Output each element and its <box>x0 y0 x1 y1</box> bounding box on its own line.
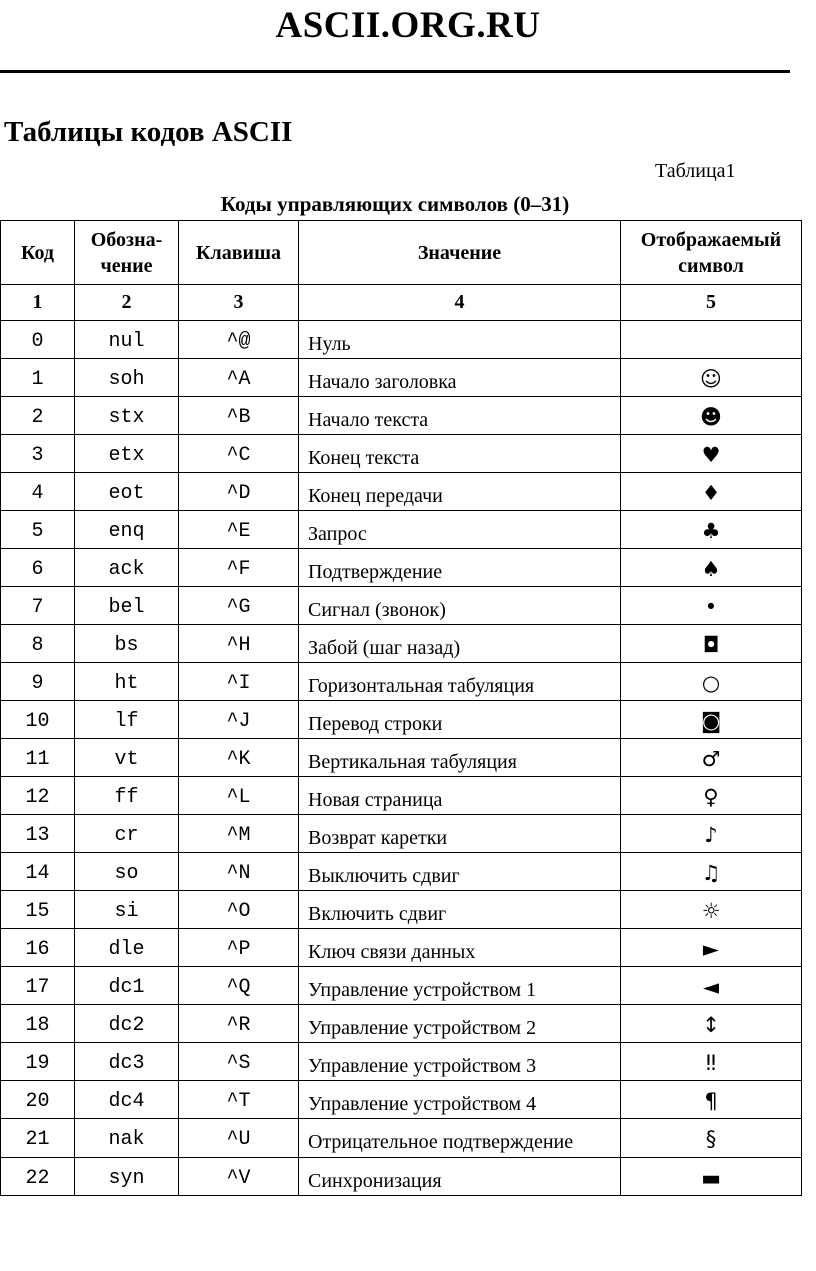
key-cell: ^U <box>179 1119 299 1158</box>
ascii-control-codes-table <box>0 220 802 1196</box>
table-row <box>1 891 802 929</box>
table-row <box>1 435 802 473</box>
code-cell: 1 <box>1 359 75 397</box>
table-row <box>1 663 802 701</box>
column-header-key: Клавиша <box>179 221 299 285</box>
key-cell: ^T <box>179 1081 299 1119</box>
code-cell: 14 <box>1 853 75 891</box>
table-row <box>1 1043 802 1081</box>
column-number: 1 <box>1 285 75 321</box>
column-number: 4 <box>299 285 621 321</box>
key-cell: ^R <box>179 1005 299 1043</box>
displayed-symbol-cell: ◄ <box>621 967 802 1005</box>
code-cell: 10 <box>1 701 75 739</box>
abbreviation-cell: eot <box>75 473 179 511</box>
column-header-meaning: Значение <box>299 221 621 285</box>
table-row <box>1 511 802 549</box>
abbreviation-cell: soh <box>75 359 179 397</box>
table-number: Таблица1 <box>655 160 736 182</box>
displayed-symbol-cell: ♣ <box>621 511 802 549</box>
table-row <box>1 1081 802 1119</box>
code-cell: 11 <box>1 739 75 777</box>
table-row <box>1 739 802 777</box>
column-header-abbreviation: Обозна- чение <box>75 221 179 285</box>
table-row <box>1 777 802 815</box>
code-cell: 22 <box>1 1158 75 1196</box>
meaning-cell: Начало текста <box>299 397 621 435</box>
displayed-symbol-cell: ▬ <box>621 1158 802 1196</box>
key-cell: ^J <box>179 701 299 739</box>
key-cell: ^I <box>179 663 299 701</box>
column-header-displayed-symbol: Отображаемый символ <box>621 221 802 285</box>
code-cell: 7 <box>1 587 75 625</box>
code-cell: 5 <box>1 511 75 549</box>
key-cell: ^K <box>179 739 299 777</box>
abbreviation-cell: dc4 <box>75 1081 179 1119</box>
meaning-cell: Начало заголовка <box>299 359 621 397</box>
table-row <box>1 1005 802 1043</box>
abbreviation-cell: bs <box>75 625 179 663</box>
code-cell: 8 <box>1 625 75 663</box>
column-number-row <box>1 285 802 321</box>
abbreviation-cell: nak <box>75 1119 179 1158</box>
abbreviation-cell: dle <box>75 929 179 967</box>
abbreviation-cell: stx <box>75 397 179 435</box>
displayed-symbol-cell: ☺ <box>621 359 802 397</box>
meaning-cell: Управление устройством 1 <box>299 967 621 1005</box>
displayed-symbol-cell: ◙ <box>621 701 802 739</box>
meaning-cell: Ключ связи данных <box>299 929 621 967</box>
abbreviation-cell: dc1 <box>75 967 179 1005</box>
displayed-symbol-cell: ◘ <box>621 625 802 663</box>
meaning-cell: Новая страница <box>299 777 621 815</box>
abbreviation-cell: vt <box>75 739 179 777</box>
meaning-cell: Отрицательное подтверждение <box>299 1119 621 1158</box>
key-cell: ^P <box>179 929 299 967</box>
key-cell: ^V <box>179 1158 299 1196</box>
meaning-cell: Перевод строки <box>299 701 621 739</box>
table-row <box>1 359 802 397</box>
displayed-symbol-cell: ○ <box>621 663 802 701</box>
meaning-cell: Конец передачи <box>299 473 621 511</box>
code-cell: 6 <box>1 549 75 587</box>
code-cell: 0 <box>1 321 75 359</box>
table-row <box>1 625 802 663</box>
key-cell: ^G <box>179 587 299 625</box>
meaning-cell: Возврат каретки <box>299 815 621 853</box>
displayed-symbol-cell: ‼ <box>621 1043 802 1081</box>
key-cell: ^L <box>179 777 299 815</box>
key-cell: ^B <box>179 397 299 435</box>
displayed-symbol-cell: ♦ <box>621 473 802 511</box>
key-cell: ^M <box>179 815 299 853</box>
abbreviation-cell: dc3 <box>75 1043 179 1081</box>
table-row <box>1 473 802 511</box>
header-divider <box>0 70 790 73</box>
abbreviation-cell: nul <box>75 321 179 359</box>
meaning-cell: Горизонтальная табуляция <box>299 663 621 701</box>
code-cell: 16 <box>1 929 75 967</box>
abbreviation-cell: lf <box>75 701 179 739</box>
column-header-code: Код <box>1 221 75 285</box>
abbreviation-cell: so <box>75 853 179 891</box>
table-row <box>1 701 802 739</box>
code-cell: 18 <box>1 1005 75 1043</box>
table-row <box>1 1119 802 1158</box>
key-cell: ^O <box>179 891 299 929</box>
displayed-symbol-cell: ¶ <box>621 1081 802 1119</box>
key-cell: ^S <box>179 1043 299 1081</box>
key-cell: ^D <box>179 473 299 511</box>
table-row <box>1 967 802 1005</box>
displayed-symbol-cell: ♠ <box>621 549 802 587</box>
meaning-cell: Включить сдвиг <box>299 891 621 929</box>
abbreviation-cell: ff <box>75 777 179 815</box>
meaning-cell: Управление устройством 2 <box>299 1005 621 1043</box>
displayed-symbol-cell: ↕ <box>621 1005 802 1043</box>
meaning-cell: Выключить сдвиг <box>299 853 621 891</box>
code-cell: 20 <box>1 1081 75 1119</box>
key-cell: ^@ <box>179 321 299 359</box>
abbreviation-cell: dc2 <box>75 1005 179 1043</box>
table-header-row <box>1 221 802 285</box>
abbreviation-cell: cr <box>75 815 179 853</box>
table-row <box>1 815 802 853</box>
abbreviation-cell: etx <box>75 435 179 473</box>
displayed-symbol-cell: § <box>621 1119 802 1158</box>
key-cell: ^N <box>179 853 299 891</box>
displayed-symbol-cell <box>621 321 802 359</box>
meaning-cell: Подтверждение <box>299 549 621 587</box>
meaning-cell: Конец текста <box>299 435 621 473</box>
code-cell: 3 <box>1 435 75 473</box>
code-cell: 4 <box>1 473 75 511</box>
displayed-symbol-cell: ♂ <box>621 739 802 777</box>
document-title: Таблицы кодов ASCII <box>4 116 293 148</box>
column-number: 2 <box>75 285 179 321</box>
key-cell: ^H <box>179 625 299 663</box>
abbreviation-cell: si <box>75 891 179 929</box>
table-row <box>1 853 802 891</box>
code-cell: 17 <box>1 967 75 1005</box>
table-caption: Коды управляющих символов (0–31) <box>220 192 570 216</box>
meaning-cell: Управление устройством 4 <box>299 1081 621 1119</box>
abbreviation-cell: bel <box>75 587 179 625</box>
code-cell: 9 <box>1 663 75 701</box>
column-number: 5 <box>621 285 802 321</box>
meaning-cell: Запрос <box>299 511 621 549</box>
code-cell: 2 <box>1 397 75 435</box>
displayed-symbol-cell: ► <box>621 929 802 967</box>
key-cell: ^Q <box>179 967 299 1005</box>
table-row <box>1 1158 802 1196</box>
abbreviation-cell: ht <box>75 663 179 701</box>
displayed-symbol-cell: ♀ <box>621 777 802 815</box>
key-cell: ^C <box>179 435 299 473</box>
meaning-cell: Вертикальная табуляция <box>299 739 621 777</box>
displayed-symbol-cell: ♪ <box>621 815 802 853</box>
column-number: 3 <box>179 285 299 321</box>
code-cell: 21 <box>1 1119 75 1158</box>
displayed-symbol-cell: ☻ <box>621 397 802 435</box>
table-row <box>1 549 802 587</box>
displayed-symbol-cell: ♥ <box>621 435 802 473</box>
key-cell: ^A <box>179 359 299 397</box>
table-row <box>1 397 802 435</box>
meaning-cell: Забой (шаг назад) <box>299 625 621 663</box>
meaning-cell: Сигнал (звонок) <box>299 587 621 625</box>
displayed-symbol-cell: ♫ <box>621 853 802 891</box>
code-cell: 19 <box>1 1043 75 1081</box>
table-row <box>1 587 802 625</box>
abbreviation-cell: syn <box>75 1158 179 1196</box>
displayed-symbol-cell: ☼ <box>621 891 802 929</box>
meaning-cell: Управление устройством 3 <box>299 1043 621 1081</box>
code-cell: 13 <box>1 815 75 853</box>
meaning-cell: Синхронизация <box>299 1158 621 1196</box>
code-cell: 12 <box>1 777 75 815</box>
table-body <box>1 321 802 1196</box>
table-row <box>1 321 802 359</box>
displayed-symbol-cell: • <box>621 587 802 625</box>
key-cell: ^E <box>179 511 299 549</box>
key-cell: ^F <box>179 549 299 587</box>
code-cell: 15 <box>1 891 75 929</box>
meaning-cell: Нуль <box>299 321 621 359</box>
abbreviation-cell: ack <box>75 549 179 587</box>
abbreviation-cell: enq <box>75 511 179 549</box>
site-title: ASCII.ORG.RU <box>275 5 541 46</box>
table-row <box>1 929 802 967</box>
